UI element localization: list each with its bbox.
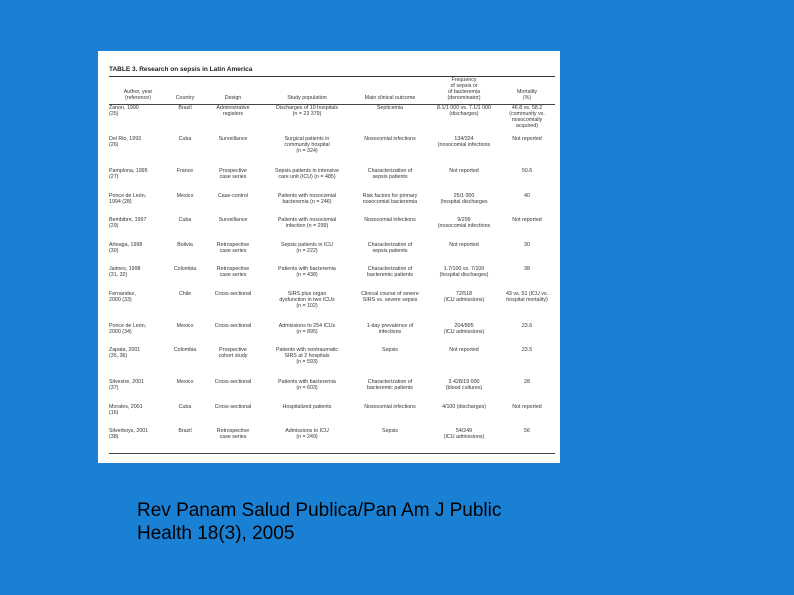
- table-cell: Cross-sectional: [214, 290, 252, 297]
- table-cell: 38: [524, 266, 530, 273]
- table-cell: Septicemia: [376, 104, 404, 111]
- table-cell: 43 vs. 51 (ICU vs. hospital mortality): [505, 290, 549, 303]
- table-cell: Arteaga, 1998 (30): [109, 241, 143, 254]
- table-cell: Silverboys, 2001 (38): [109, 428, 149, 441]
- table-cell: Prospective case series: [219, 168, 247, 181]
- table-cell: Ponce de León, 2000 (34): [109, 322, 147, 335]
- table-cell: Mexico: [176, 379, 194, 386]
- table-cell: Patients with bacteremia (n = 603): [278, 379, 336, 392]
- table-cell: 3 428/19 000 (blood cultures): [445, 379, 483, 392]
- table-cell: 50.6: [521, 168, 533, 175]
- table-cell: 30: [524, 241, 530, 248]
- table-cell: Hospitalized patients: [282, 403, 332, 410]
- table-cell: Jaimes, 1998 (31, 32): [109, 266, 141, 279]
- table-cell: Pamplona, 1995 (27): [109, 168, 148, 181]
- table-row: [109, 379, 555, 404]
- table-cell: Retrospective case series: [216, 241, 250, 254]
- citation-text: Rev Panam Salud Publica/Pan Am J Public Health 18(3), 2005: [137, 500, 502, 544]
- column-header: Main clinical outcome: [364, 94, 416, 101]
- table-row: [109, 217, 555, 242]
- table-cell: Mexico: [176, 322, 194, 329]
- table-cell: Patients with nosocomial infection (n = 299): [277, 217, 337, 230]
- table-cell: Brazil: [178, 428, 192, 435]
- table-header-row: [109, 77, 555, 104]
- table-cell: Del Rio, 1993 (26): [109, 136, 142, 149]
- table-cell: Surveillance: [218, 136, 248, 143]
- table-cell: Bembibre, 1997 (29): [109, 217, 147, 230]
- table-cell: Patients with bacteremia (n = 438): [278, 266, 336, 279]
- table-cell: Clinical course of severe SIRS vs. severe sepsis: [361, 290, 419, 303]
- table-row: [109, 136, 555, 168]
- table-cell: Not reported: [449, 168, 479, 175]
- table-cell: 46.8 vs. 58.2 (community vs. nosocomially acquired): [509, 104, 545, 129]
- table-cell: 4/100 (discharges): [442, 403, 486, 410]
- table-cell: Sepsis patients in intensive care unit (ICU) (n = 485): [275, 168, 339, 181]
- table-row: [109, 242, 555, 267]
- table-cell: Nosocomial infections: [364, 136, 416, 143]
- table-cell: Characterization of bacteremic patients: [367, 266, 413, 279]
- column-header: Country: [175, 94, 195, 101]
- table-cell: Brazil: [178, 104, 192, 111]
- table-cell: Not reported: [512, 217, 542, 224]
- table-bottom-rule: [109, 453, 555, 454]
- table-cell: Not reported: [449, 241, 479, 248]
- table-cell: 25/1 000 (hospital discharges: [440, 192, 488, 205]
- table-cell: Bolivia: [177, 241, 193, 248]
- table-cell: Ponce de León, 1994 (28): [109, 192, 147, 205]
- table-cell: Cuba: [178, 217, 192, 224]
- table-cell: France: [176, 168, 194, 175]
- table-scan-image: [98, 51, 560, 463]
- table-cell: Discharges of 10 hospitals (n = 23 379): [275, 104, 339, 117]
- table-cell: Patients with nosocomial bacteremia (n = 246): [277, 192, 337, 205]
- table-cell: Colombia: [173, 266, 197, 273]
- table-cell: Nosocomial infections: [364, 217, 416, 224]
- table-cell: 54/249 (ICU admissions): [443, 428, 485, 441]
- table-cell: Not reported: [449, 347, 479, 354]
- table-row: [109, 404, 555, 429]
- table-row: [109, 428, 555, 453]
- table-cell: 204/895 (ICU admissions): [443, 322, 485, 335]
- table-row: [109, 193, 555, 218]
- table-cell: 1-day prevalence of infections: [366, 322, 414, 335]
- table-cell: Admissions to 254 ICUs (n = 895): [278, 322, 336, 335]
- table-cell: Cross-sectional: [214, 322, 252, 329]
- table-cell: Retrospective case series: [216, 266, 250, 279]
- table-cell: Sepsis: [382, 347, 398, 354]
- table-cell: Morales, 2001 (16): [109, 403, 143, 416]
- table-cell: Cuba: [178, 403, 192, 410]
- table-cell: 40: [524, 192, 530, 199]
- table-cell: Admissions to ICU (n = 249): [285, 428, 329, 441]
- table-cell: Zapata, 2001 (35, 36): [109, 347, 141, 360]
- table-cell: Patients with nontraumatic SIRS at 2 hospitals (n = 593): [275, 347, 339, 366]
- sepsis-table: [109, 77, 555, 453]
- table-cell: Cuba: [178, 136, 192, 143]
- table-cell: Characterization of sepsis patients: [367, 241, 413, 254]
- table-row: [109, 104, 555, 136]
- table-cell: Fernandez, 2000 (33): [109, 290, 136, 303]
- table-cell: 23.5: [521, 347, 533, 354]
- table-row: [109, 291, 555, 323]
- table-cell: 8.1/1 000 vs. 7.1/1 000 (discharges): [437, 104, 491, 117]
- table-cell: Colombia: [173, 347, 197, 354]
- table-row: [109, 266, 555, 291]
- table-cell: Sepsis patients in ICU (n = 222): [280, 241, 334, 254]
- table-cell: 1.7/100 vs. 7/100 (hospital discharges): [439, 266, 489, 279]
- table-row: [109, 323, 555, 348]
- column-header: Design: [224, 94, 242, 101]
- table-cell: Not reported: [512, 403, 542, 410]
- table-cell: Sepsis: [382, 428, 398, 435]
- table-cell: 134/324 (nosocomial infections: [437, 136, 491, 149]
- table-cell: 28: [524, 379, 530, 386]
- table-cell: Surveillance: [218, 217, 248, 224]
- table-cell: Retrospective case series: [216, 428, 250, 441]
- column-header: Author, year (reference): [123, 88, 153, 101]
- table-cell: 23.6: [521, 322, 533, 329]
- column-header: Mortality (%): [516, 88, 537, 101]
- table-cell: Nosocomial infections: [364, 403, 416, 410]
- table-row: [109, 168, 555, 193]
- table-cell: Cross-sectional: [214, 403, 252, 410]
- table-cell: Silvestre, 2001 (37): [109, 379, 145, 392]
- table-cell: Surgical patients in community hospital (n = 324): [284, 136, 330, 155]
- table-cell: Mexico: [176, 192, 194, 199]
- table-title: TABLE 3. Research on sepsis in Latin America: [109, 66, 253, 73]
- table-row: [109, 347, 555, 379]
- table-cell: 56: [524, 428, 530, 435]
- column-header: Frequency of sepsis or of bacteremia (denominator): [447, 77, 481, 101]
- table-cell: Characterization of sepsis patients: [367, 168, 413, 181]
- column-header: Study population: [287, 94, 327, 101]
- table-cell: Cross-sectional: [214, 379, 252, 386]
- table-cell: Zanon, 1990 (25): [109, 104, 139, 117]
- table-cell: SIRS plus organ dysfunction in two ICUs (n = 102): [279, 290, 335, 309]
- table-cell: Risk factors for primary nosocomial bacteremia: [362, 192, 418, 205]
- table-cell: Administrative registers: [216, 104, 250, 117]
- table-cell: Prospective cohort study: [218, 347, 248, 360]
- table-cell: Case-control: [217, 192, 249, 199]
- table-cell: Not reported: [512, 136, 542, 143]
- table-cell: 72/518 (ICU admissions): [443, 290, 485, 303]
- table-cell: Chile: [178, 290, 192, 297]
- table-cell: 9/299 (nosocomial infections: [437, 217, 491, 230]
- table-cell: Characterization of bacteremic patients: [367, 379, 413, 392]
